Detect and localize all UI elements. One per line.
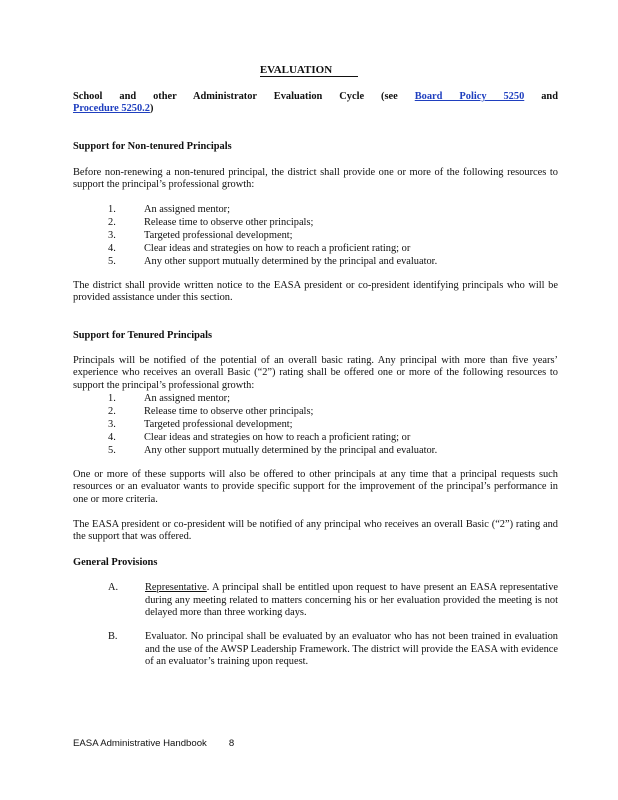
list-item: 2. Release time to observe other principals;: [108, 406, 314, 417]
procedure-link[interactable]: Procedure 5250.2: [73, 103, 150, 115]
list-item: 1. An assigned mentor;: [108, 204, 230, 215]
nontenured-resource-list: [108, 203, 508, 268]
page-title: EVALUATION: [0, 64, 618, 77]
tenured-supports-offered: One or more of these supports will also be offered to other principals at any time that a principal requests such resources or an evaluator wants to provide specific support for the improvement of the principal’s performance in one or more criteria.: [73, 469, 558, 505]
page-footer: [73, 738, 234, 749]
section-heading-nontenured: Support for Non-tenured Principals: [73, 141, 232, 152]
tenured-resource-list: [108, 392, 508, 457]
list-item: 4. Clear ideas and strategies on how to reach a proficient rating; or: [108, 432, 411, 443]
nontenured-intro: Before non-renewing a non-tenured principal, the district shall provide one or more of the following resources to support the principal’s professional growth:: [73, 167, 558, 191]
section-heading-general: General Provisions: [73, 557, 158, 568]
list-item: 4. Clear ideas and strategies on how to reach a proficient rating; or: [108, 243, 411, 254]
provision-evaluator: [108, 631, 558, 671]
provision-letter: A.: [108, 582, 119, 593]
nontenured-notice: The district shall provide written notice to the EASA president or co-president identifying principals who will be provided assistance under this section.: [73, 280, 558, 304]
board-policy-link[interactable]: Board Policy 5250: [414, 91, 525, 102]
list-item: 5. Any other support mutually determined by the principal and evaluator.: [108, 445, 438, 456]
provision-text: Evaluator. No principal shall be evaluated by an evaluator who has not been trained in evaluation and the use of the AWSP Leadership Framework. The district will provide the EASA with evidence of an evaluator’s training upon request.: [145, 631, 558, 668]
page-number: 8: [228, 738, 235, 749]
list-item: 5. Any other support mutually determined by the principal and evaluator.: [108, 256, 438, 267]
tenured-notification: The EASA president or co-president will be notified of any principal who receives an overall Basic (“2”) rating and the support that was offered.: [73, 519, 558, 543]
footer-label: EASA Administrative Handbook: [73, 738, 207, 749]
list-item: 3. Targeted professional development;: [108, 230, 293, 241]
provision-letter: B.: [108, 631, 118, 642]
evaluation-cycle-reference: School and other Administrator Evaluation Cycle (see Board Policy 5250 and Procedure 5250.2): [73, 91, 558, 115]
provision-term: Representative: [145, 582, 207, 593]
list-item: 1. An assigned mentor;: [108, 393, 230, 404]
section-heading-tenured: Support for Tenured Principals: [73, 330, 213, 341]
tenured-intro: Principals will be notified of the potential of an overall basic rating. Any principal with more than five years’ experience who receives an overall Basic (“2”) rating shall be offered one or more of the following resources to support the principal’s professional growth:: [73, 355, 558, 391]
provision-text: Representative. A principal shall be entitled upon request to have present an EASA representative during any meeting related to matters concerning his or her evaluation provided the meeting is not delayed more than three working days.: [145, 582, 558, 619]
list-item: 3. Targeted professional development;: [108, 419, 293, 430]
provision-representative: [108, 582, 558, 622]
provision-term: Evaluator: [145, 631, 185, 642]
list-item: 2. Release time to observe other principals;: [108, 217, 314, 228]
